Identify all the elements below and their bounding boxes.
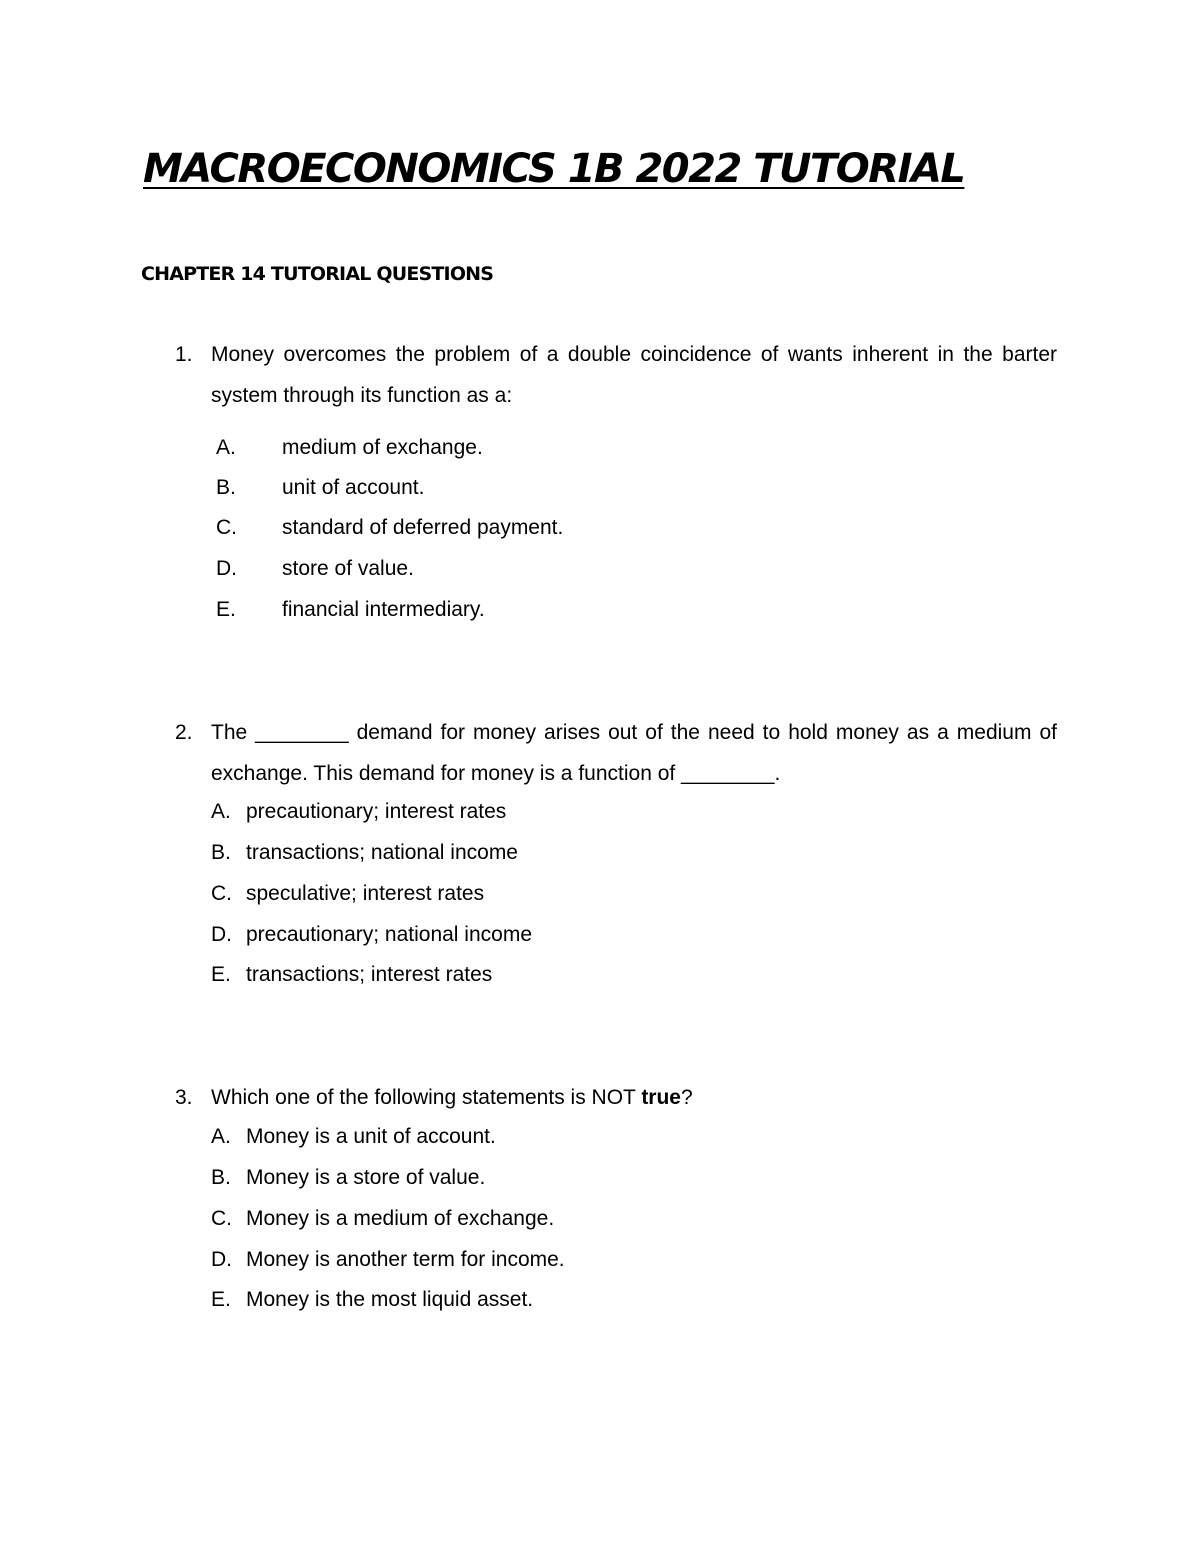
question-number: 2. — [175, 721, 193, 744]
option-letter: B. — [216, 476, 236, 499]
question-text-part: Which one of the following statements is NOT — [211, 1086, 642, 1109]
option-text: Money is a medium of exchange. — [246, 1207, 555, 1230]
option-text: Money is the most liquid asset. — [246, 1288, 534, 1311]
option-text: transactions; national income — [246, 841, 518, 864]
option-text: speculative; interest rates — [246, 882, 485, 905]
option-letter: D. — [216, 557, 237, 580]
option-letter: B. — [211, 1166, 231, 1189]
option-letter: C. — [216, 516, 237, 539]
option-text: Money is a unit of account. — [246, 1125, 496, 1148]
option-letter: D. — [211, 1248, 232, 1271]
question-number: 1. — [175, 343, 193, 366]
option-text: precautionary; interest rates — [246, 800, 507, 823]
option-letter: E. — [216, 598, 236, 621]
option-letter: A. — [216, 436, 236, 459]
question-text-part: ? — [681, 1086, 693, 1109]
option-text: precautionary; national income — [246, 923, 533, 946]
option-letter: B. — [211, 841, 231, 864]
option-letter: A. — [211, 800, 231, 823]
question-text-emphasis: true — [641, 1086, 681, 1109]
option-letter: E. — [211, 963, 231, 986]
chapter-heading: CHAPTER 14 TUTORIAL QUESTIONS — [141, 263, 494, 285]
document-title: MACROECONOMICS 1B 2022 TUTORIAL — [143, 146, 965, 192]
option-letter: A. — [211, 1125, 231, 1148]
question-text — [211, 1077, 1057, 1118]
option-letter: C. — [211, 882, 232, 905]
option-text: Money is another term for income. — [246, 1248, 565, 1271]
option-letter: C. — [211, 1207, 232, 1230]
question-number: 3. — [175, 1086, 193, 1109]
option-text: standard of deferred payment. — [282, 516, 564, 539]
option-text: Money is a store of value. — [246, 1166, 486, 1189]
option-text: unit of account. — [282, 476, 425, 499]
option-text: medium of exchange. — [282, 436, 483, 459]
question-text: Money overcomes the problem of a double coincidence of wants inherent in the barter system through its function as a: — [211, 343, 1057, 407]
option-text: store of value. — [282, 557, 414, 580]
option-text: financial intermediary. — [282, 598, 485, 621]
option-text: transactions; interest rates — [246, 963, 493, 986]
question-text: The ________ demand for money arises out of the need to hold money as a medium of exchange. This demand for money is a function of ________. — [211, 721, 1057, 785]
option-letter: D. — [211, 923, 232, 946]
option-letter: E. — [211, 1288, 231, 1311]
